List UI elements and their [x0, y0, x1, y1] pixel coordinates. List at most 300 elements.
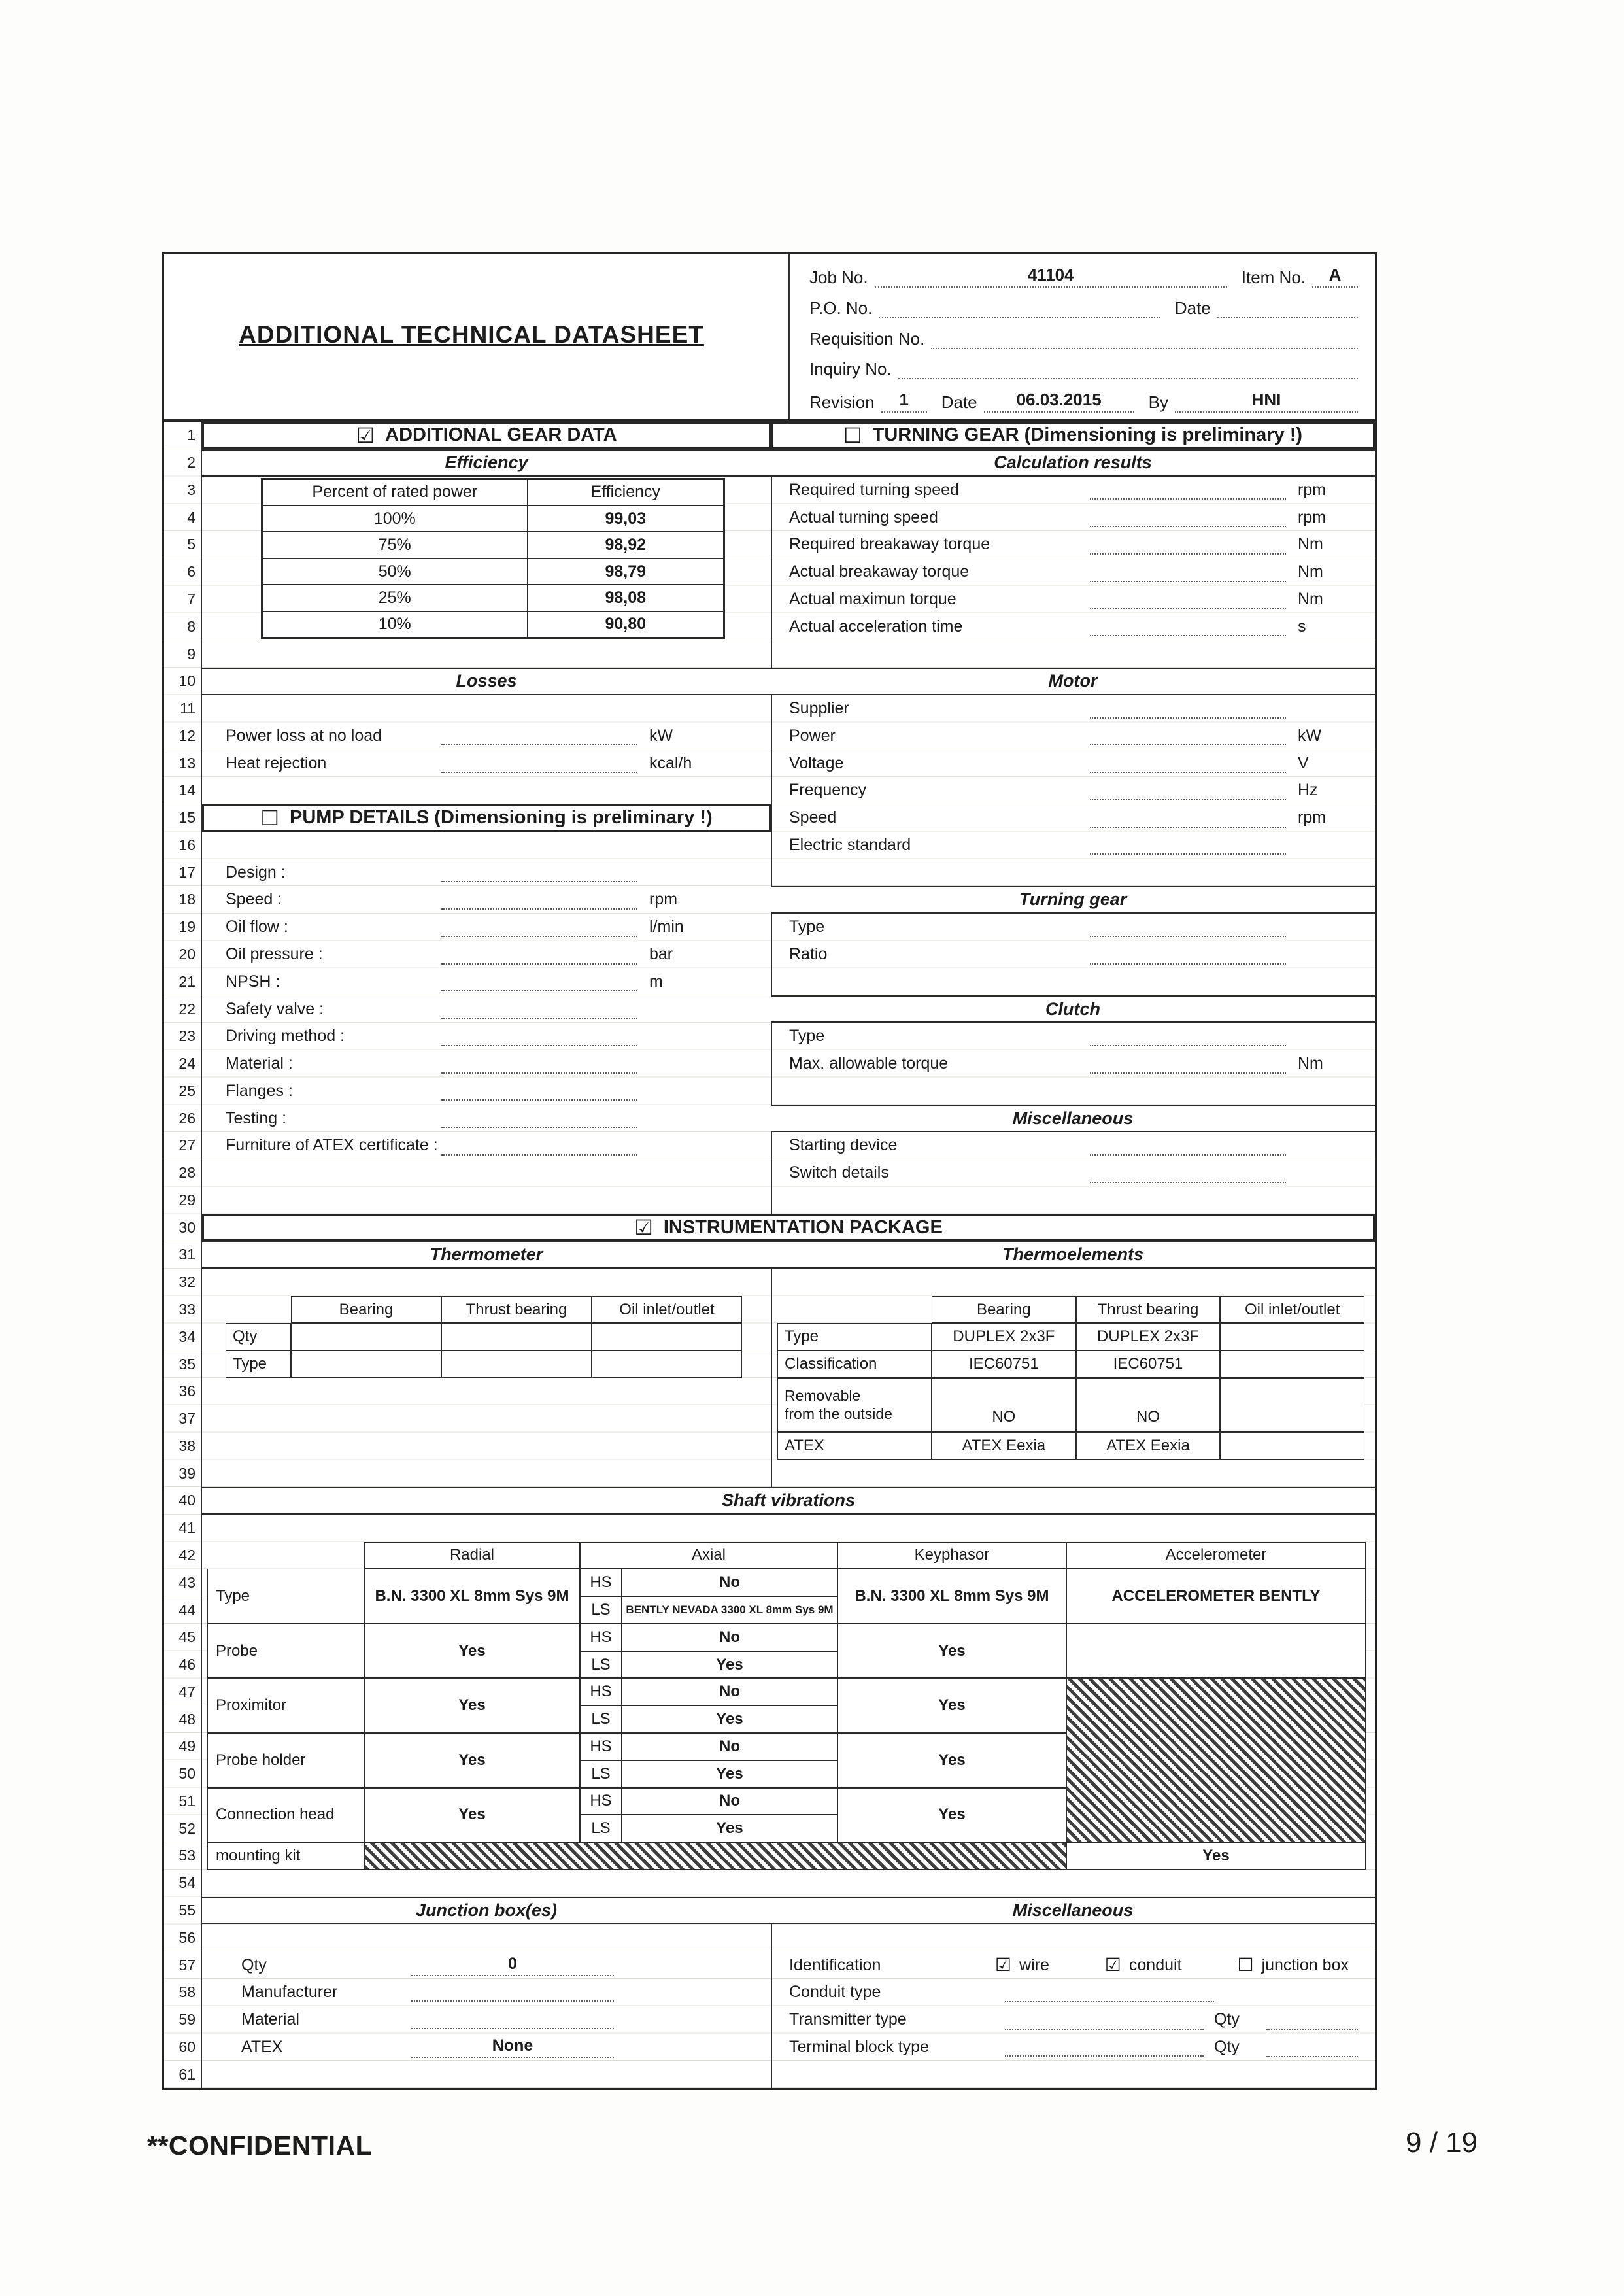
field-row: [771, 1159, 1375, 1187]
row-label: Probe holder: [207, 1733, 364, 1788]
row-number: 42: [164, 1542, 202, 1569]
row-number: 37: [164, 1405, 202, 1433]
field-label: Voltage: [789, 753, 844, 772]
field-value: [411, 1983, 614, 2002]
empty-cell: [207, 1542, 364, 1569]
ls-label: LS: [580, 1705, 622, 1733]
blank-line: [1090, 1027, 1286, 1046]
row-number: 17: [164, 859, 202, 886]
row-number: 14: [164, 777, 202, 804]
row-number: 24: [164, 1050, 202, 1078]
row-number: 5: [164, 531, 202, 558]
field-label: Terminal block type: [789, 2037, 929, 2056]
identification-row: [771, 1951, 1375, 1979]
column-header: Efficiency: [528, 479, 724, 505]
job-no-value: 41104: [875, 265, 1227, 288]
revision-value: 1: [881, 390, 927, 413]
table-cell: ATEX Eexia: [1076, 1432, 1221, 1460]
row-number: 30: [164, 1214, 202, 1241]
hs-label: HS: [580, 1733, 622, 1760]
section-pump-details: [202, 804, 771, 832]
row-number: 11: [164, 695, 202, 723]
empty-cell: [592, 1350, 742, 1378]
revision-date-value: 06.03.2015: [984, 390, 1134, 413]
row-label: [777, 1378, 932, 1433]
blank-line: [441, 863, 637, 882]
row-number: 36: [164, 1378, 202, 1405]
requisition-value: [931, 330, 1358, 349]
field-row: [771, 1132, 1375, 1159]
field-row: [202, 859, 771, 886]
blank-line: [1090, 699, 1286, 719]
miscellaneous-fields: [771, 1132, 1375, 1187]
field-unit: rpm: [649, 890, 678, 909]
table-cell: Yes: [622, 1651, 837, 1679]
row-number: 38: [164, 1433, 202, 1460]
hs-label: HS: [580, 1569, 622, 1596]
blank-line: [441, 1108, 637, 1128]
row-number: 15: [164, 804, 202, 832]
row-label: ATEX: [777, 1432, 932, 1460]
blank-line: [441, 753, 637, 773]
blank-line: [1090, 1136, 1286, 1156]
requisition-row: [809, 329, 1358, 349]
field-row: [771, 832, 1375, 859]
row-number: 9: [164, 640, 202, 668]
calculation-results-title: Calculation results: [771, 449, 1375, 477]
po-no-row: [809, 298, 1358, 318]
field-label: ATEX: [241, 2037, 283, 2056]
field-label: Power loss at no load: [226, 726, 382, 745]
junction-box-checkbox: [1237, 1956, 1349, 1975]
empty-cell: [1220, 1378, 1364, 1433]
table-cell: 98,79: [528, 558, 724, 585]
blank-line: [1090, 835, 1286, 855]
section-title: INSTRUMENTATION PACKAGE: [663, 1216, 943, 1238]
empty-cell: [1220, 1432, 1364, 1460]
junction-box-fields: [202, 1951, 771, 2061]
field-label: Furniture of ATEX certificate :: [226, 1136, 438, 1155]
table-cell: IEC60751: [1076, 1350, 1221, 1378]
table-cell: Yes: [1066, 1842, 1366, 1870]
date-value: [1217, 299, 1358, 318]
qty-label: Qty: [1214, 2037, 1240, 2056]
blank-line: [1266, 2010, 1358, 2030]
field-unit: V: [1298, 753, 1309, 772]
field-label: Testing :: [226, 1108, 287, 1127]
field-label: Type: [789, 1027, 825, 1046]
field-label: Switch details: [789, 1163, 889, 1182]
field-label: Actual acceleration time: [789, 617, 963, 636]
table-cell: Yes: [364, 1788, 580, 1843]
table-cell: 98,92: [528, 532, 724, 558]
field-row: [771, 586, 1375, 613]
inquiry-row: [809, 359, 1358, 379]
field-unit: rpm: [1298, 808, 1327, 827]
unchecked-checkbox-icon: ☐: [843, 423, 862, 447]
field-row: [771, 941, 1375, 968]
empty-cell: [226, 1296, 291, 1324]
table-cell: Yes: [837, 1788, 1066, 1843]
blank-line: [441, 1136, 637, 1156]
field-label: Oil pressure :: [226, 945, 323, 963]
field-unit: m: [649, 972, 663, 991]
turning-gear-fields: [771, 914, 1375, 968]
row-number: 6: [164, 558, 202, 586]
blank-line: [1090, 781, 1286, 800]
blank-line: [441, 999, 637, 1019]
table-cell: 98,08: [528, 585, 724, 611]
blank-line: [1090, 753, 1286, 773]
field-label: Speed :: [226, 890, 282, 909]
field-value: 0: [411, 1955, 614, 1976]
table-cell: NO: [1076, 1378, 1221, 1433]
junction-box-title: Junction box(es): [202, 1897, 771, 1925]
checked-checkbox-icon: ☑: [994, 1955, 1012, 1976]
column-header: Oil inlet/outlet: [1220, 1296, 1364, 1324]
field-label: Supplier: [789, 699, 849, 718]
row-number: 19: [164, 914, 202, 941]
wire-checkbox: [995, 1956, 1049, 1975]
field-unit: kW: [649, 726, 673, 745]
row-number: 44: [164, 1596, 202, 1624]
blank-line: [1090, 480, 1286, 500]
field-label: Max. allowable torque: [789, 1054, 949, 1073]
row-number: 16: [164, 832, 202, 859]
ls-label: LS: [580, 1651, 622, 1679]
field-row: [771, 531, 1375, 558]
row-number: 32: [164, 1269, 202, 1296]
blank-line: [441, 917, 637, 937]
field-row: [771, 2033, 1375, 2061]
thermoelements-table: [777, 1296, 1364, 1460]
blank-line: [1090, 589, 1286, 609]
row-number: 41: [164, 1515, 202, 1542]
form-frame: [162, 252, 1377, 2090]
miscellaneous-title: Miscellaneous: [771, 1105, 1375, 1132]
row-label: Type: [207, 1569, 364, 1624]
field-row: [202, 1951, 771, 1979]
row-number: 12: [164, 722, 202, 749]
inquiry-value: [898, 360, 1358, 379]
blank-line: [441, 1054, 637, 1074]
row-number: 47: [164, 1678, 202, 1705]
field-unit: rpm: [1298, 480, 1327, 499]
table-cell: ATEX Eexia: [932, 1432, 1076, 1460]
turning-gear-title: Turning gear: [771, 886, 1375, 914]
row-number: 3: [164, 477, 202, 504]
field-row: [202, 914, 771, 941]
job-no-label: Job No.: [809, 267, 868, 287]
field-label: Heat rejection: [226, 753, 327, 772]
field-row: [771, 1979, 1375, 2006]
checkbox-label: junction box: [1261, 1955, 1349, 1974]
by-label: By: [1148, 392, 1168, 412]
field-row: [202, 968, 771, 995]
field-label: Actual maximun torque: [789, 589, 956, 608]
field-label: Actual turning speed: [789, 507, 938, 526]
blank-line: [1090, 562, 1286, 582]
form-body: [164, 422, 1375, 2088]
table-cell: ACCELEROMETER BENTLY: [1066, 1569, 1366, 1624]
row-number: 50: [164, 1760, 202, 1788]
row-label-line1: Removable: [785, 1387, 861, 1405]
motor-title: Motor: [771, 668, 1375, 695]
field-row: [202, 722, 771, 749]
checked-checkbox-icon: ☑: [634, 1216, 653, 1240]
row-label: Proximitor: [207, 1678, 364, 1733]
table-cell: Yes: [837, 1624, 1066, 1679]
row-number: 20: [164, 941, 202, 968]
table-cell: DUPLEX 2x3F: [932, 1323, 1076, 1350]
section-additional-gear-data: [202, 422, 771, 449]
row-number: 21: [164, 968, 202, 995]
field-row: [202, 1979, 771, 2006]
field-unit: Nm: [1298, 562, 1323, 581]
row-number: 54: [164, 1870, 202, 1897]
field-label: Driving method :: [226, 1027, 345, 1046]
row-number: 61: [164, 2061, 202, 2088]
field-unit: kcal/h: [649, 753, 692, 772]
table-cell: 75%: [262, 532, 528, 558]
item-no-value: A: [1312, 265, 1358, 288]
table-cell: Yes: [622, 1760, 837, 1788]
field-label: Actual breakaway torque: [789, 562, 970, 581]
field-label: Required breakaway torque: [789, 535, 990, 554]
field-label: Ratio: [789, 945, 828, 964]
row-number: 34: [164, 1323, 202, 1350]
table-cell: Yes: [622, 1815, 837, 1842]
ls-label: LS: [580, 1596, 622, 1624]
table-cell: Yes: [837, 1678, 1066, 1733]
table-cell: 50%: [262, 558, 528, 585]
field-row: [202, 2006, 771, 2034]
unchecked-checkbox-icon: ☐: [1237, 1955, 1254, 1976]
blank-line: [441, 972, 637, 991]
blank-line: [1090, 507, 1286, 527]
field-row: [771, 777, 1375, 804]
blank-line: [1005, 2010, 1204, 2030]
column-header: Thrust bearing: [1076, 1296, 1221, 1324]
table-cell: No: [622, 1569, 837, 1596]
column-header: Oil inlet/outlet: [592, 1296, 742, 1324]
row-number: 29: [164, 1187, 202, 1214]
section-turning-gear: [771, 422, 1375, 449]
row-number: 49: [164, 1733, 202, 1760]
miscellaneous-bottom-fields: [771, 1951, 1375, 2061]
blank-line: [1090, 945, 1286, 965]
row-number: 13: [164, 749, 202, 777]
row-number: 43: [164, 1569, 202, 1596]
row-number: 57: [164, 1951, 202, 1979]
blank-line: [1266, 2036, 1358, 2057]
column-header: Axial: [580, 1542, 837, 1569]
field-unit: s: [1298, 617, 1306, 636]
field-unit: bar: [649, 945, 673, 963]
table-cell: B.N. 3300 XL 8mm Sys 9M: [837, 1569, 1066, 1624]
column-header: Keyphasor: [837, 1542, 1066, 1569]
page-title: ADDITIONAL TECHNICAL DATASHEET: [239, 321, 704, 348]
table-cell: No: [622, 1624, 837, 1651]
section-title: ADDITIONAL GEAR DATA: [385, 424, 617, 446]
field-label: Identification: [789, 1955, 881, 1974]
hatched-area: [1066, 1678, 1366, 1842]
field-row: [202, 1077, 771, 1105]
table-cell: 100%: [262, 505, 528, 532]
shaft-vibrations-title: Shaft vibrations: [202, 1487, 1375, 1515]
field-unit: Hz: [1298, 781, 1318, 800]
row-number: 58: [164, 1979, 202, 2006]
blank-line: [441, 1081, 637, 1101]
row-number: 52: [164, 1815, 202, 1842]
field-row: [202, 2033, 771, 2061]
ls-label: LS: [580, 1760, 622, 1788]
field-label: NPSH :: [226, 972, 280, 991]
table-cell: NO: [932, 1378, 1076, 1433]
inquiry-label: Inquiry No.: [809, 359, 892, 379]
field-value: None: [411, 2036, 614, 2058]
thermometer-title: Thermometer: [202, 1241, 771, 1269]
row-number: 33: [164, 1296, 202, 1324]
table-cell: 10%: [262, 611, 528, 638]
row-number: 7: [164, 586, 202, 613]
date-label: Date: [1174, 298, 1211, 318]
column-header: Bearing: [291, 1296, 441, 1324]
field-unit: Nm: [1298, 589, 1323, 608]
field-label: Speed: [789, 808, 837, 827]
table-cell: 25%: [262, 585, 528, 611]
column-header: Percent of rated power: [262, 479, 528, 505]
field-label: Material :: [226, 1054, 293, 1073]
field-unit: Nm: [1298, 535, 1323, 554]
table-cell: BENTLY NEVADA 3300 XL 8mm Sys 9M: [622, 1596, 837, 1624]
field-label: Oil flow :: [226, 917, 288, 936]
empty-cell: [777, 1296, 932, 1324]
empty-cell: [1066, 1624, 1366, 1679]
hatched-area: [364, 1842, 1066, 1870]
blank-line: [1090, 617, 1286, 636]
thermoelements-title: Thermoelements: [771, 1241, 1375, 1269]
blank-line: [1090, 535, 1286, 555]
field-label: Required turning speed: [789, 480, 959, 499]
motor-fields: [771, 695, 1375, 859]
field-label: Design :: [226, 863, 286, 882]
efficiency-table: [261, 478, 725, 640]
row-number: 26: [164, 1105, 202, 1132]
row-number: 4: [164, 504, 202, 531]
row-label: Classification: [777, 1350, 932, 1378]
field-label: Conduit type: [789, 1983, 881, 2002]
blank-line: [1090, 726, 1286, 745]
table-cell: No: [622, 1678, 837, 1705]
conduit-checkbox: [1105, 1956, 1182, 1975]
row-number: 56: [164, 1924, 202, 1951]
row-number: 53: [164, 1842, 202, 1870]
ls-label: LS: [580, 1815, 622, 1842]
field-row: [202, 886, 771, 914]
field-row: [771, 2006, 1375, 2034]
table-cell: B.N. 3300 XL 8mm Sys 9M: [364, 1569, 580, 1624]
revision-row: [809, 390, 1358, 413]
row-number: 55: [164, 1897, 202, 1925]
requisition-label: Requisition No.: [809, 328, 925, 349]
field-label: Flanges :: [226, 1081, 293, 1100]
field-label: Qty: [241, 1955, 267, 1974]
field-row: [771, 695, 1375, 723]
table-cell: DUPLEX 2x3F: [1076, 1323, 1221, 1350]
row-number: 60: [164, 2033, 202, 2061]
clutch-title: Clutch: [771, 995, 1375, 1023]
unchecked-checkbox-icon: ☐: [260, 806, 279, 830]
field-unit: l/min: [649, 917, 684, 936]
row-number: 2: [164, 449, 202, 477]
field-row: [202, 749, 771, 777]
row-number: 18: [164, 886, 202, 914]
field-row: [771, 477, 1375, 504]
field-value: [411, 2011, 614, 2029]
hs-label: HS: [580, 1788, 622, 1815]
field-row: [771, 749, 1375, 777]
qty-label: Qty: [1214, 2010, 1240, 2029]
po-no-value: [879, 299, 1160, 318]
losses-fields: [202, 722, 771, 777]
checkbox-label: wire: [1019, 1955, 1049, 1974]
pump-fields: [202, 859, 771, 1159]
table-cell: 90,80: [528, 611, 724, 638]
header-fields: [788, 254, 1375, 419]
table-cell: No: [622, 1788, 837, 1815]
blank-line: [1005, 1983, 1214, 2002]
blank-line: [441, 1027, 637, 1046]
field-row: [771, 722, 1375, 749]
row-number: 59: [164, 2006, 202, 2034]
empty-cell: [1220, 1323, 1364, 1350]
field-row: [202, 1023, 771, 1050]
hs-label: HS: [580, 1678, 622, 1705]
blank-line: [1090, 917, 1286, 937]
clutch-fields: [771, 1023, 1375, 1078]
field-row: [771, 1023, 1375, 1050]
miscellaneous-bottom-title: Miscellaneous: [771, 1897, 1375, 1925]
empty-cell: [441, 1350, 592, 1378]
field-label: Power: [789, 726, 836, 745]
table-cell: Yes: [837, 1733, 1066, 1788]
row-label-line2: from the outside: [785, 1405, 892, 1422]
field-row: [771, 1050, 1375, 1078]
field-row: [202, 1105, 771, 1132]
row-label: Type: [226, 1350, 291, 1378]
field-row: [202, 1050, 771, 1078]
field-label: Safety valve :: [226, 999, 324, 1018]
field-row: [202, 1132, 771, 1159]
field-row: [771, 804, 1375, 832]
empty-cell: [291, 1323, 441, 1350]
row-label: Probe: [207, 1624, 364, 1679]
empty-cell: [592, 1323, 742, 1350]
field-row: [202, 941, 771, 968]
row-number: 45: [164, 1624, 202, 1651]
row-number: 22: [164, 995, 202, 1023]
item-no-label: Item No.: [1241, 267, 1306, 287]
revision-date-label: Date: [941, 392, 977, 412]
field-label: Type: [789, 917, 825, 936]
job-no-row: [809, 265, 1358, 288]
field-row: [771, 504, 1375, 531]
empty-cell: [1220, 1350, 1364, 1378]
checked-checkbox-icon: ☑: [356, 423, 375, 447]
empty-cell: [291, 1350, 441, 1378]
table-cell: 99,03: [528, 505, 724, 532]
